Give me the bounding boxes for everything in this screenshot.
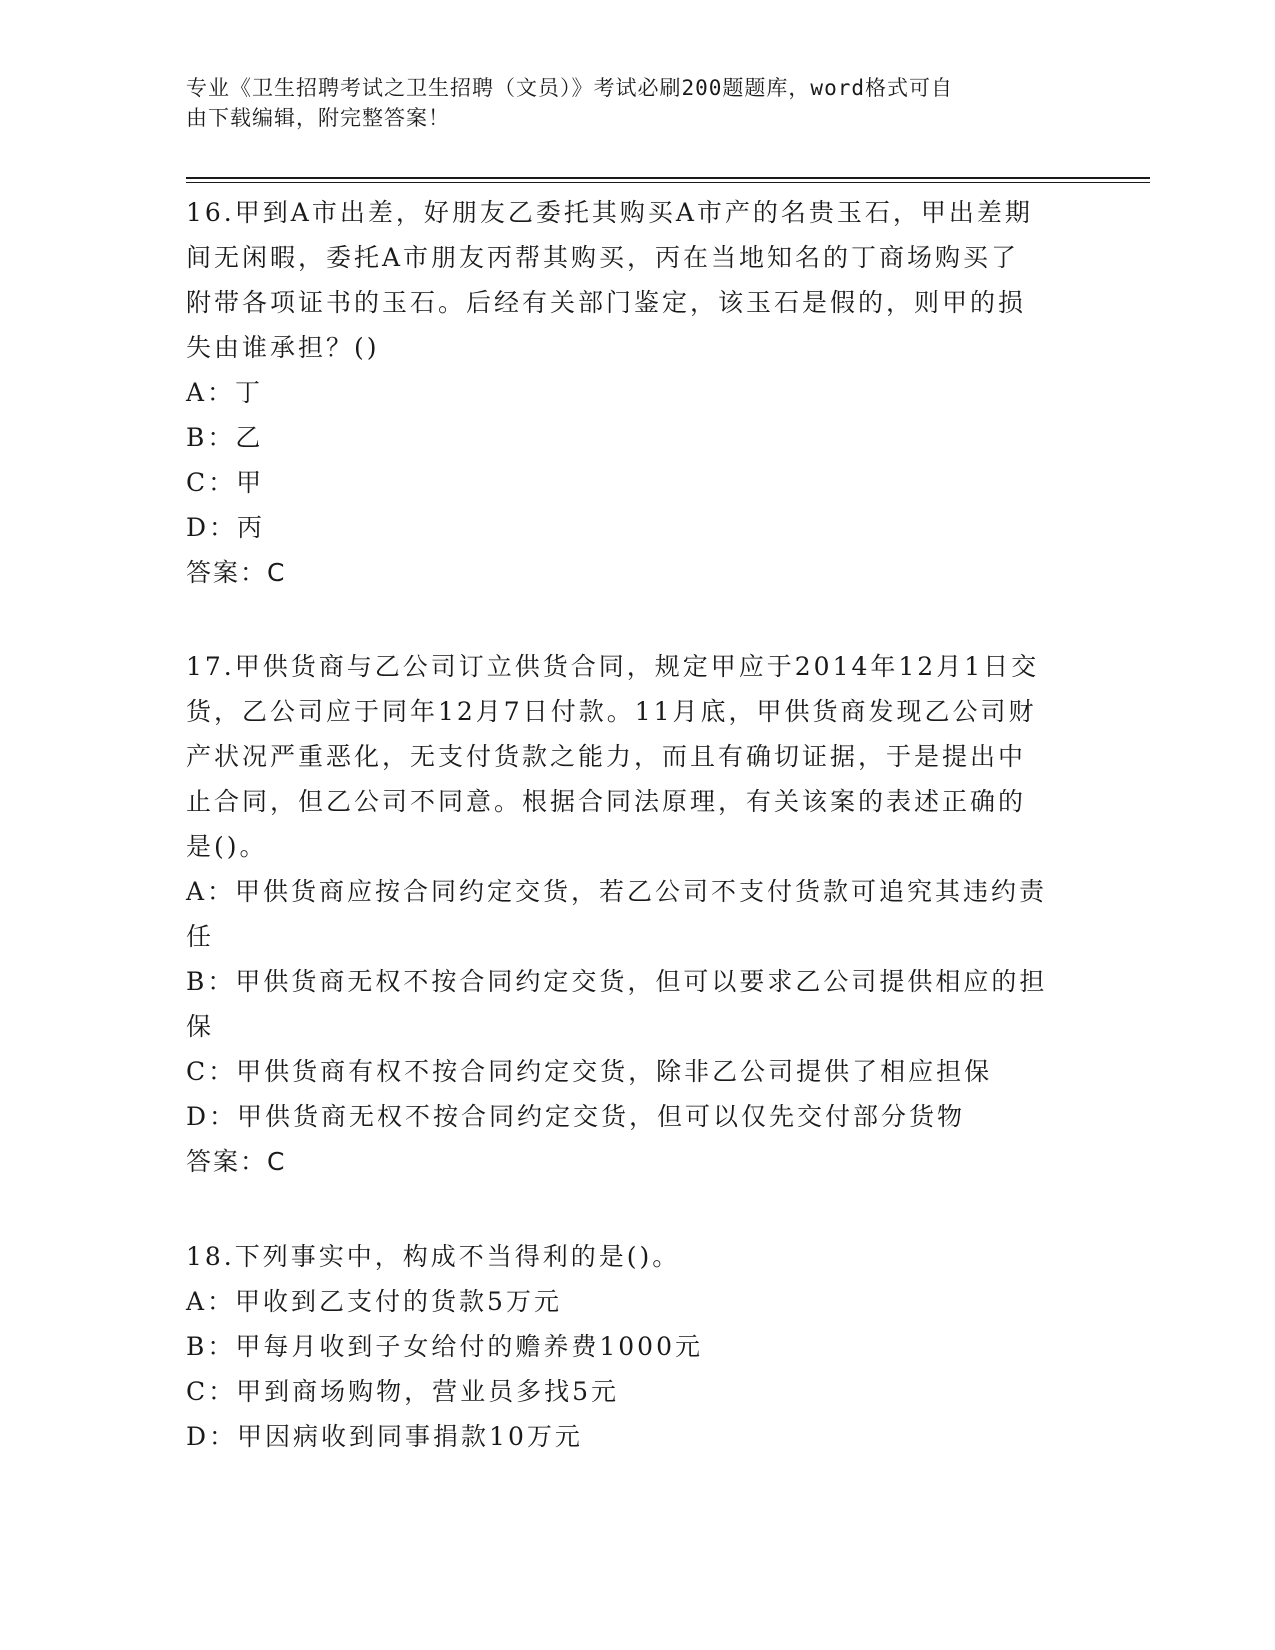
header-divider-thick bbox=[186, 177, 1150, 179]
question-text-line: 止合同，但乙公司不同意。根据合同法原理，有关该案的表述正确的 bbox=[186, 787, 1027, 816]
question-text-line: 16.甲到A市出差，好朋友乙委托其购买A市产的名贵玉石，甲出差期 bbox=[186, 198, 1033, 227]
question-text-line: 附带各项证书的玉石。后经有关部门鉴定，该玉石是假的，则甲的损 bbox=[186, 288, 1027, 317]
option-a: A：甲供货商应按合同约定交货，若乙公司不支付货款可追究其违约责 bbox=[186, 877, 1048, 906]
question-text-line: 货，乙公司应于同年12月7日付款。11月底，甲供货商发现乙公司财 bbox=[186, 697, 1037, 726]
option-c: C：甲 bbox=[186, 468, 265, 497]
question-16 bbox=[186, 190, 1086, 595]
header-title-line-1: 专业《卫生招聘考试之卫生招聘（文员）》考试必刷200题题库，word格式可自 bbox=[186, 76, 953, 100]
question-18 bbox=[186, 1234, 1086, 1459]
question-text-line: 产状况严重恶化，无支付货款之能力，而且有确切证据，于是提出中 bbox=[186, 742, 1027, 771]
question-17 bbox=[186, 644, 1086, 1184]
option-a-continued: 任 bbox=[186, 922, 215, 951]
answer-label: 答案：C bbox=[186, 1147, 287, 1176]
option-c: C：甲到商场购物，营业员多找5元 bbox=[186, 1377, 620, 1406]
answer-label: 答案：C bbox=[186, 558, 287, 587]
option-d: D：甲供货商无权不按合同约定交货，但可以仅先交付部分货物 bbox=[186, 1102, 966, 1131]
option-a: A：丁 bbox=[186, 378, 264, 407]
option-b: B：甲每月收到子女给付的赡养费1000元 bbox=[186, 1332, 703, 1361]
option-b: B：甲供货商无权不按合同约定交货，但可以要求乙公司提供相应的担 bbox=[186, 967, 1048, 996]
option-a: A：甲收到乙支付的货款5万元 bbox=[186, 1287, 562, 1316]
option-c: C：甲供货商有权不按合同约定交货，除非乙公司提供了相应担保 bbox=[186, 1057, 993, 1086]
question-text-line: 是()。 bbox=[186, 832, 268, 861]
question-text-line: 间无闲暇，委托A市朋友丙帮其购买，丙在当地知名的丁商场购买了 bbox=[186, 243, 1020, 272]
header-title-line-2: 由下载编辑，附完整答案！ bbox=[186, 106, 450, 130]
option-d: D：甲因病收到同事捐款10万元 bbox=[186, 1422, 583, 1451]
question-text-line: 失由谁承担？() bbox=[186, 333, 380, 362]
document-header bbox=[186, 73, 1066, 133]
question-text-line: 17.甲供货商与乙公司订立供货合同，规定甲应于2014年12月1日交 bbox=[186, 652, 1040, 681]
option-d: D：丙 bbox=[186, 513, 266, 542]
question-text-line: 18.下列事实中，构成不当得利的是()。 bbox=[186, 1242, 681, 1271]
header-divider-thin bbox=[186, 182, 1150, 183]
option-b: B：乙 bbox=[186, 423, 264, 452]
option-b-continued: 保 bbox=[186, 1012, 215, 1041]
